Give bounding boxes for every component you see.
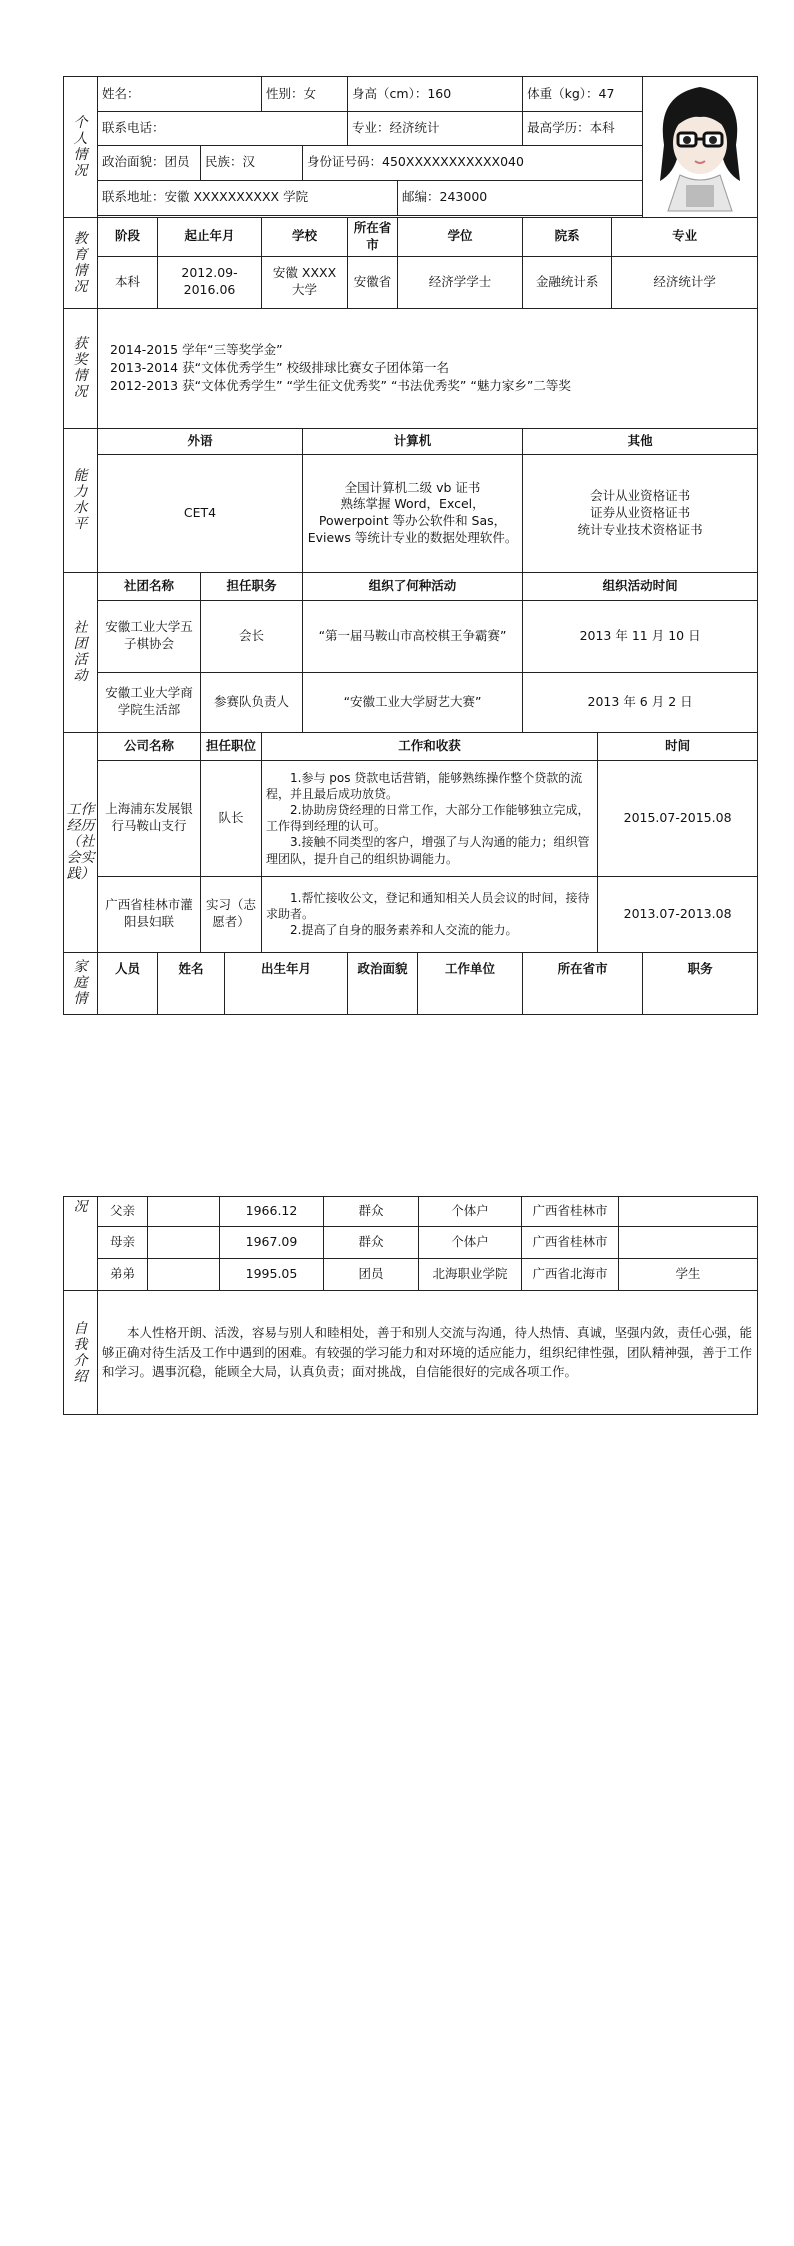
edu-header-major: 专业 [612,218,758,257]
family-header-employer: 工作单位 [418,952,523,1014]
edu-header-degree: 学位 [398,218,523,257]
gender-field: 性别：女 [262,77,348,112]
family-employer: 个体户 [419,1197,522,1227]
id-number-field: 身份证号码：450XXXXXXXXXXX040 [303,145,643,180]
family-title [619,1227,758,1259]
family-member: 弟弟 [98,1259,148,1291]
major-field: 专业：经济统计 [348,111,523,145]
edu-header-department: 院系 [523,218,612,257]
skills-computer: 全国计算机二级 vb 证书 熟练掌握 Word，Excel， Powerpoint 等办公软件和 Sas， Eviews 等统计专业的数据处理软件。 [303,454,523,572]
personal-section-label: 个 人 情 况 [64,77,98,218]
edu-header-school: 学校 [262,218,348,257]
family-header-name: 姓名 [158,952,225,1014]
name-field: 姓名： [98,77,262,112]
club-name: 安徽工业大学五子棋协会 [98,600,201,672]
award-line: 2014-2015 学年“三等奖学金” [110,342,283,358]
edu-province: 安徽省 [348,256,398,308]
family-province: 广西省北海市 [522,1259,619,1291]
family-section-label-continued: 况 [64,1197,98,1291]
family-member: 父亲 [98,1197,148,1227]
club-role: 参赛队负责人 [201,672,303,732]
edu-header-period: 起止年月 [158,218,262,257]
skills-header-foreign: 外语 [98,428,303,454]
clubs-header-time: 组织活动时间 [523,572,758,600]
work-header-time: 时间 [598,732,758,760]
work-section-label: 工作 经历 （社 会实 践） [64,732,98,952]
height-field: 身高（cm）：160 [348,77,523,112]
family-employer: 北海职业学院 [419,1259,522,1291]
edu-header-province: 所在省市 [348,218,398,257]
club-name: 安徽工业大学商学院生活部 [98,672,201,732]
work-position: 实习（志愿者） [201,876,262,952]
edu-header-stage: 阶段 [98,218,158,257]
family-header-politics: 政治面貌 [348,952,418,1014]
clubs-section-label: 社 团 活 动 [64,572,98,732]
family-title: 学生 [619,1259,758,1291]
family-header-birth: 出生年月 [225,952,348,1014]
family-politics: 团员 [324,1259,419,1291]
address-field: 联系地址：安徽 XXXXXXXXXX 学院 [98,180,398,215]
profile-photo [643,77,758,218]
work-details: 1.帮忙接收公文，登记和通知相关人员会议的时间，接待求助者。 2.提高了自身的服务素养和人交流的能力。 [262,876,598,952]
work-company: 上海浦东发展银行马鞍山支行 [98,760,201,876]
family-birth: 1966.12 [220,1197,324,1227]
family-politics: 群众 [324,1197,419,1227]
resume-page-1 [63,76,757,1015]
resume-table-page-2 [63,1196,758,1415]
work-time: 2013.07-2013.08 [598,876,758,952]
skills-section-label: 能 力 水 平 [64,428,98,572]
club-time: 2013 年 11 月 10 日 [523,600,758,672]
club-role: 会长 [201,600,303,672]
clubs-header-activity: 组织了何种活动 [303,572,523,600]
family-name [148,1197,220,1227]
edu-major: 经济统计学 [612,256,758,308]
family-birth: 1995.05 [220,1259,324,1291]
skills-foreign: CET4 [98,454,303,572]
self-intro-text: 本人性格开朗、活泼，容易与别人和睦相处，善于和别人交流与沟通，待人热情、真诚，坚强内敛，责任心强，能够正确对待生活及工作中遇到的困难。有较强的学习能力和对环境的适应能力，组织纪律性强，团队精神强，善于工作和学习。遇事沉稳，能顾全大局，认真负责；面对挑战，自信能很好的完成各项工作。 [98,1291,758,1415]
family-name [148,1259,220,1291]
work-time: 2015.07-2015.08 [598,760,758,876]
edu-department: 金融统计系 [523,256,612,308]
club-activity: “安徽工业大学厨艺大赛” [303,672,523,732]
skills-other: 会计从业资格证书 证券从业资格证书 统计专业技术资格证书 [523,454,758,572]
ethnicity-field: 民族：汉 [201,145,303,180]
edu-stage: 本科 [98,256,158,308]
club-activity: “第一届马鞍山市高校棋王争霸赛” [303,600,523,672]
work-header-details: 工作和收获 [262,732,598,760]
family-header-member: 人员 [98,952,158,1014]
work-position: 队长 [201,760,262,876]
family-header-province: 所在省市 [523,952,643,1014]
family-province: 广西省桂林市 [522,1227,619,1259]
clubs-header-name: 社团名称 [98,572,201,600]
club-time: 2013 年 6 月 2 日 [523,672,758,732]
resume-table-page-1 [63,76,758,1015]
family-employer: 个体户 [419,1227,522,1259]
awards-list [98,308,758,428]
family-birth: 1967.09 [220,1227,324,1259]
family-member: 母亲 [98,1227,148,1259]
edu-school: 安徽 XXXX 大学 [262,256,348,308]
edu-period: 2012.09-2016.06 [158,256,262,308]
work-header-company: 公司名称 [98,732,201,760]
award-line: 2012-2013 获“文体优秀学生” “学生征文优秀奖” “书法优秀奖” “魅力家乡”二等奖 [110,378,571,394]
family-header-title: 职务 [643,952,758,1014]
family-politics: 群众 [324,1227,419,1259]
degree-field: 最高学历：本科 [523,111,643,145]
work-company: 广西省桂林市灌阳县妇联 [98,876,201,952]
resume-page-2 [63,1196,757,1415]
family-section-label: 家 庭 情 [64,952,98,1014]
phone-field: 联系电话： [98,111,348,145]
edu-degree: 经济学学士 [398,256,523,308]
award-line: 2013-2014 获“文体优秀学生” 校级排球比赛女子团体第一名 [110,360,450,376]
skills-header-computer: 计算机 [303,428,523,454]
family-province: 广西省桂林市 [522,1197,619,1227]
politics-field: 政治面貌：团员 [98,145,201,180]
postcode-field: 邮编：243000 [398,180,643,215]
family-title [619,1197,758,1227]
clubs-header-role: 担任职务 [201,572,303,600]
awards-section-label: 获 奖 情 况 [64,308,98,428]
work-header-position: 担任职位 [201,732,262,760]
work-details: 1.参与 pos 贷款电话营销，能够熟练操作整个贷款的流程，并且最后成功放贷。 2.协助房贷经理的日常工作，大部分工作能够独立完成，工作得到经理的认可。 3.接触不同类型的客户，增强了与人沟通的能力；组织管理团队，提升自己的组织协调能力。 [262,760,598,876]
avatar [650,77,750,217]
family-name [148,1227,220,1259]
self-intro-section-label: 自 我 介 绍 [64,1291,98,1415]
education-section-label: 教 育 情 况 [64,218,98,309]
skills-header-other: 其他 [523,428,758,454]
weight-field: 体重（kg）：47 [523,77,643,112]
